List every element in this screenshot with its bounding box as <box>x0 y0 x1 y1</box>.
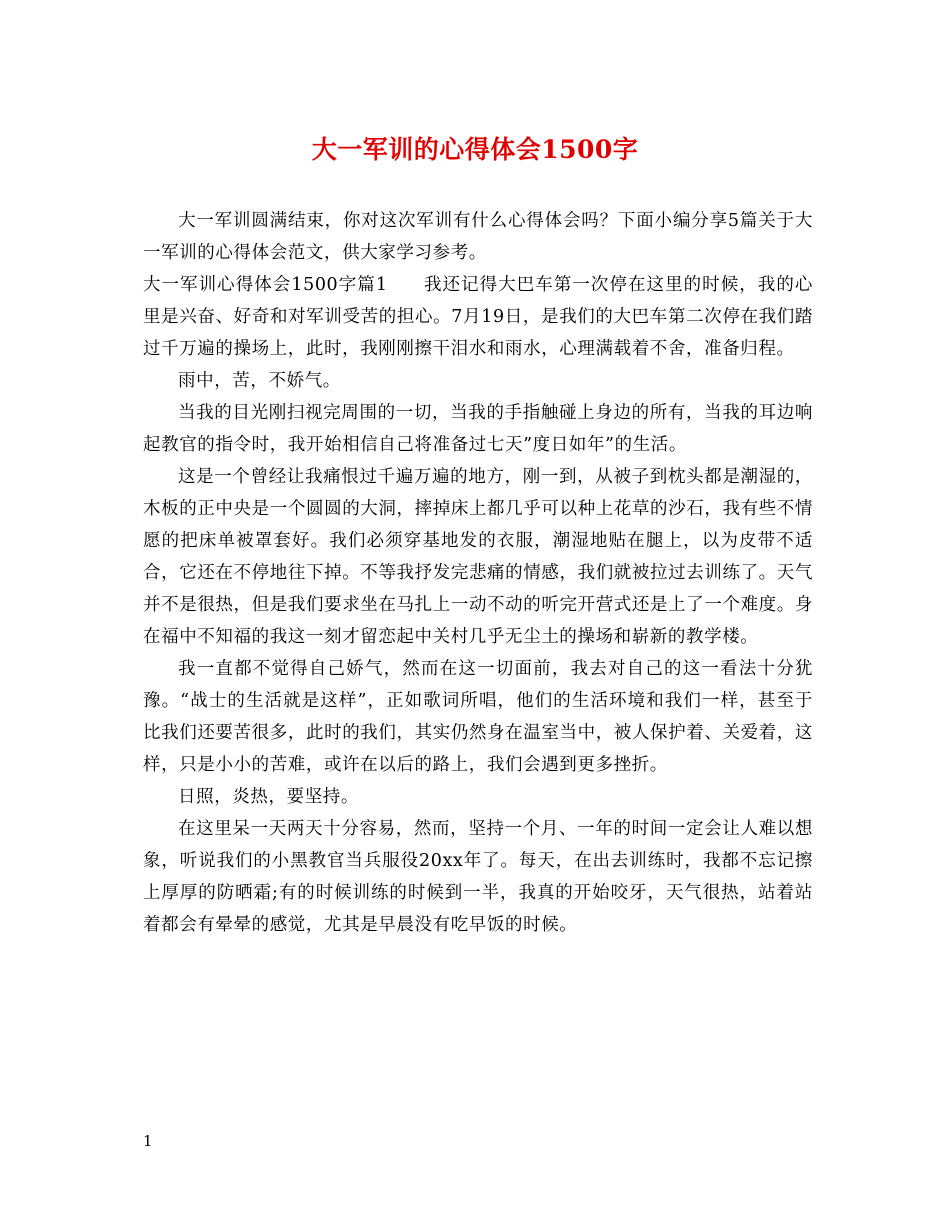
article-paragraph-5: 我一直都不觉得自己娇气，然而在这一切面前，我去对自己的这一看法十分犹豫。“战士的生活就是这样”，正如歌词所唱，他们的生活环境和我们一样，甚至于比我们还要苦很多，此时的我们，其实仍然身在温室当中，被人保护着、关爱着，这样，只是小小的苦难，或许在以后的路上，我们会遇到更多挫折。 <box>143 659 813 775</box>
article-heading: 大一军训心得体会1500字篇1 <box>143 275 388 295</box>
intro-paragraph: 大一军训圆满结束，你对这次军训有什么心得体会吗？下面小编分享5篇关于大一军训的心得体会范文，供大家学习参考。 <box>143 211 813 263</box>
article-paragraph-6: 日照，炎热，要坚持。 <box>178 787 359 807</box>
article-paragraph-3: 当我的目光刚扫视完周围的一切，当我的手指触碰上身边的所有，当我的耳边响起教官的指令时，我开始相信自己将准备过七天”度日如年”的生活。 <box>143 403 813 455</box>
article-paragraph-1 <box>143 269 813 365</box>
article-paragraph-4: 这是一个曾经让我痛恨过千遍万遍的地方，刚一到，从被子到枕头都是潮湿的，木板的正中央是一个圆圆的大洞，摔掉床上都几乎可以种上花草的沙石，我有些不情愿的把床单被罩套好。我们必须穿基地发的衣服，潮湿地贴在腿上，以为皮带不适合，它还在不停地往下掉。不等我抒发完悲痛的情感，我们就被拉过去训练了。天气并不是很热，但是我们要求坐在马扎上一动不动的听完开营式还是上了一个难度。身在福中不知福的我这一刻才留恋起中关村几乎无尘土的操场和崭新的教学楼。 <box>143 467 813 647</box>
article-paragraph-1-text: 我还记得大巴车第一次停在这里的时候，我的心里是兴奋、好奇和对军训受苦的担心。7月19日，是我们的大巴车第二次停在我们踏过千万遍的操场上，此时，我刚刚擦干泪水和雨水，心理满载着不舍，准备归程。 <box>143 275 813 359</box>
document-title: 大一军训的心得体会1500字 <box>311 135 639 164</box>
article-paragraph-2: 雨中，苦，不娇气。 <box>178 371 341 391</box>
document-body <box>143 205 813 941</box>
article-paragraph-7: 在这里呆一天两天十分容易，然而，坚持一个月、一年的时间一定会让人难以想象，听说我们的小黑教官当兵服役20xx年了。每天，在出去训练时，我都不忘记擦上厚厚的防晒霜;有的时候训练的时候到一半，我真的开始咬牙，天气很热，站着站着都会有晕晕的感觉，尤其是早晨没有吃早饭的时候。 <box>143 819 813 935</box>
page-number: 1 <box>143 1132 153 1150</box>
